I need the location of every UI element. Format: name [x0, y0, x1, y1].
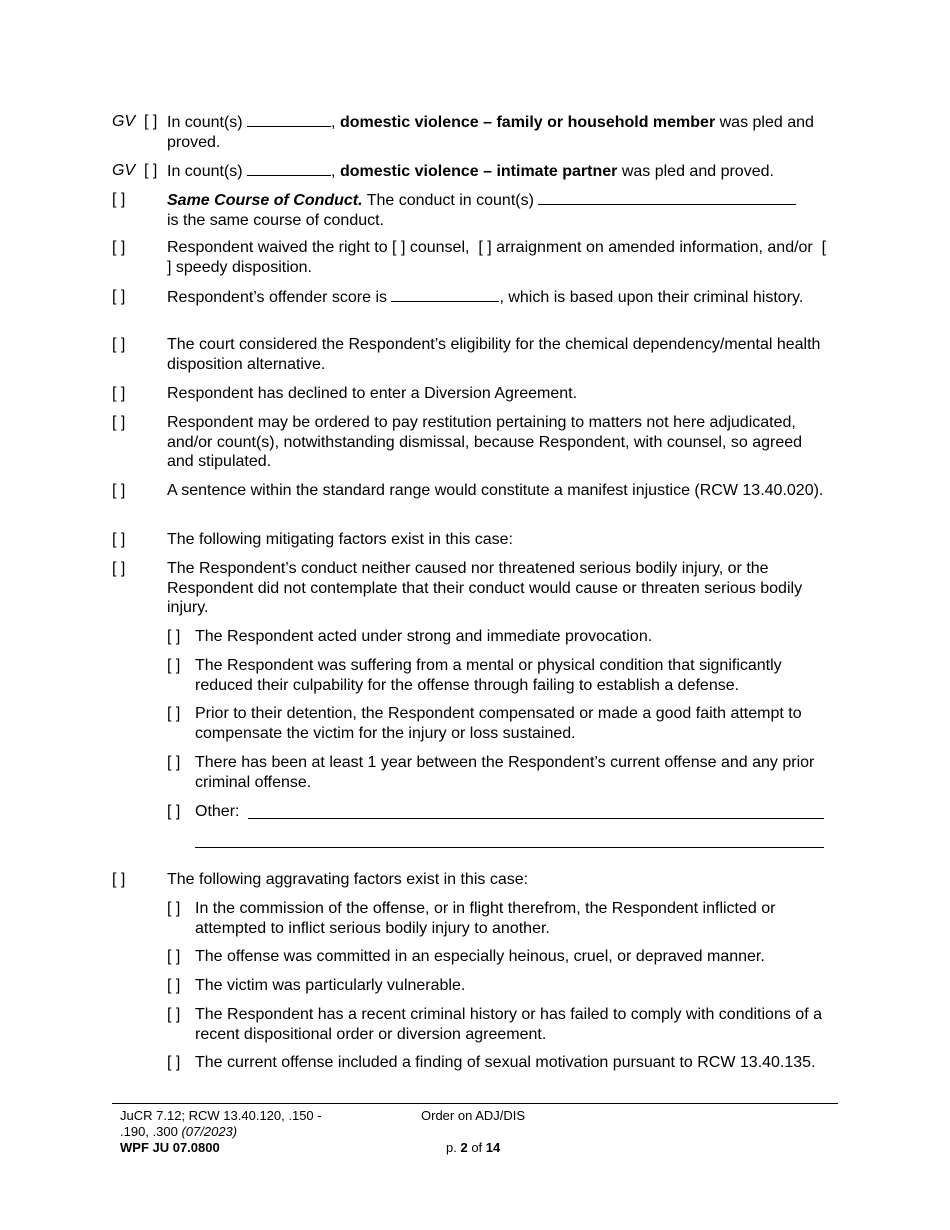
score-blank[interactable] [391, 287, 499, 302]
checkbox[interactable]: [ ] [167, 754, 181, 771]
checkbox[interactable]: [ ] [167, 1006, 181, 1023]
gv-family-item: GV [ ] In count(s) , domestic violence – family or household member was pled and proved. [112, 113, 814, 151]
checkbox[interactable]: [ ] [167, 1054, 181, 1071]
checkbox[interactable]: [ ] [167, 705, 181, 722]
checkbox[interactable]: [ ] [167, 900, 181, 917]
waived-rights-item: [ ] Respondent waived the right to [ ] counsel, [ ] arraignment on amended information, and/or [ ] speedy disposition. [112, 239, 827, 276]
checkbox[interactable]: [ ] [112, 239, 126, 256]
checkbox[interactable]: [ ] [144, 162, 158, 179]
other-blank-line[interactable] [248, 818, 824, 819]
count-blank[interactable] [538, 190, 796, 205]
checkbox[interactable]: [ ] [167, 657, 181, 674]
checkbox[interactable]: [ ] [144, 113, 158, 130]
count-blank[interactable] [247, 161, 331, 176]
aggravating-factors-item: [ ] The following aggravating factors exist in this case: [112, 871, 529, 888]
checkbox[interactable]: [ ] [112, 414, 126, 431]
checkbox[interactable]: [ ] [167, 239, 827, 276]
checkbox[interactable]: [ ] [112, 288, 126, 305]
aggravating-sub-item: [ ] In the commission of the offense, or in flight therefrom, the Respondent inflicted or attempted to inflict serious bodily injury to another. [167, 900, 776, 937]
checkbox[interactable]: [ ] [112, 336, 126, 353]
restitution-item: [ ] Respondent may be ordered to pay restitution pertaining to matters not here adjudicated, and/or count(s), notwithstanding dismissal, because Respondent, with counsel, so agreed and stipulated. [112, 414, 803, 470]
checkbox[interactable]: [ ] [167, 948, 181, 965]
checkbox[interactable]: [ ] [112, 191, 126, 208]
mitigating-sub-item: [ ] Prior to their detention, the Respondent compensated or made a good faith attempt to compensate the victim for the injury or loss sustained. [167, 705, 802, 742]
checkbox[interactable]: [ ] [112, 560, 126, 577]
mitigating-factors-item: [ ] The following mitigating factors exist in this case: [112, 531, 513, 548]
checkbox[interactable]: [ ] [478, 239, 492, 256]
diversion-item: [ ] Respondent has declined to enter a Diversion Agreement. [112, 385, 578, 402]
checkbox[interactable]: [ ] [392, 239, 406, 256]
mitigating-sub-item: [ ] There has been at least 1 year between the Respondent’s current offense and any prior criminal offense. [167, 754, 815, 791]
chem-dependency-item: [ ] The court considered the Respondent’s eligibility for the chemical dependency/mental health disposition alternative. [112, 336, 821, 373]
mitigating-sub-item: [ ] The Respondent acted under strong and immediate provocation. [167, 628, 653, 645]
footer-title: Order on ADJ/DIS [421, 1108, 526, 1123]
manifest-injustice-item: [ ] A sentence within the standard range would constitute a manifest injustice (RCW 13.40.020). [112, 482, 824, 499]
footer-rule-citation: JuCR 7.12; RCW 13.40.120, .150 - .190, .300 (07/2023) WPF JU 07.0800 [120, 1108, 322, 1155]
aggravating-sub-item: [ ] The current offense included a finding of sexual motivation pursuant to RCW 13.40.135. [167, 1054, 816, 1071]
form-id: WPF JU 07.0800 [120, 1140, 220, 1155]
aggravating-sub-item: [ ] The victim was particularly vulnerable. [167, 977, 466, 994]
footer-divider [112, 1103, 838, 1104]
checkbox[interactable]: [ ] [167, 628, 181, 645]
no-injury-item: [ ] The Respondent’s conduct neither caused nor threatened serious bodily injury, or the Respondent did not contemplate that their conduct would cause or threaten serious bodily injury. [112, 560, 803, 616]
gv-tag: GV [112, 162, 136, 179]
page-number: p. 2 of 14 [446, 1140, 501, 1155]
mitigating-sub-item: [ ] The Respondent was suffering from a mental or physical condition that significantly reduced their culpability for the offense through failing to establish a defense. [167, 657, 782, 694]
aggravating-sub-item: [ ] The Respondent has a recent criminal history or has failed to comply with conditions of a recent dispositional order or diversion agreement. [167, 1006, 822, 1043]
checkbox[interactable]: [ ] [112, 531, 126, 548]
aggravating-sub-item: [ ] The offense was committed in an especially heinous, cruel, or depraved manner. [167, 948, 765, 965]
checkbox[interactable]: [ ] [167, 803, 181, 820]
checkbox[interactable]: [ ] [112, 871, 126, 888]
other-blank-line[interactable] [195, 847, 824, 848]
same-course-item: [ ] Same Course of Conduct. The conduct in count(s) is the same course of conduct. [112, 190, 832, 230]
gv-tag: GV [112, 113, 136, 130]
mitigating-other-item: [ ] Other: [167, 803, 240, 820]
count-blank[interactable] [247, 112, 331, 127]
checkbox[interactable]: [ ] [167, 977, 181, 994]
gv-partner-item: GV [ ] In count(s) , domestic violence – intimate partner was pled and proved. [112, 162, 774, 180]
offender-score-item: [ ] Respondent’s offender score is , which is based upon their criminal history. [112, 288, 804, 306]
checkbox[interactable]: [ ] [112, 482, 126, 499]
checkbox[interactable]: [ ] [112, 385, 126, 402]
